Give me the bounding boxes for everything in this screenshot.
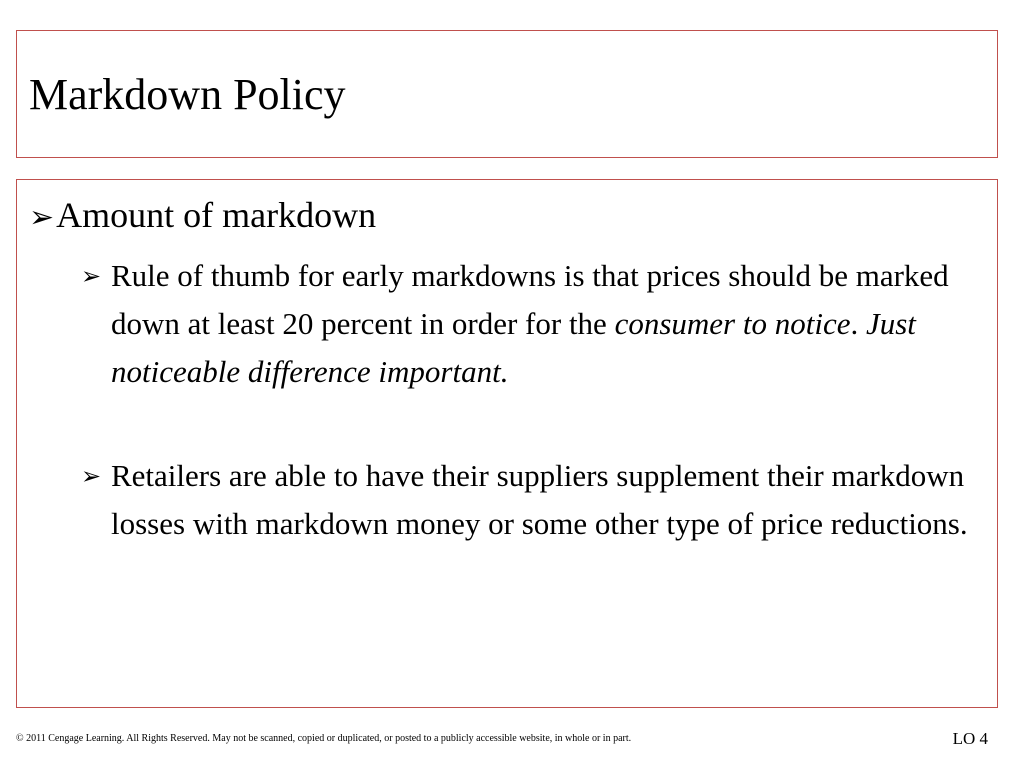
bullet-level2-retailers xyxy=(81,452,991,548)
text-segment: Rule of thumb for early markdowns is that prices should be marked down at least 20 percent in order for the xyxy=(111,258,949,341)
bullet-level1-text: Amount of markdown xyxy=(56,195,377,235)
bullet-level2-text: Retailers are able to have their suppliers supplement their markdown losses with markdown money or some other type of price reductions. xyxy=(111,458,968,541)
slide-title: Markdown Policy xyxy=(29,70,346,119)
bullet-level2-rule-of-thumb xyxy=(81,252,991,396)
content-frame xyxy=(16,179,998,708)
copyright-footer: © 2011 Cengage Learning. All Rights Reserved. May not be scanned, copied or duplicated, or posted to a publicly accessible website, in whole or in part. xyxy=(16,733,632,744)
text-segment: . xyxy=(850,306,866,341)
arrow-bullet-icon: ➢ xyxy=(81,262,102,290)
bullet-level1-amount-of-markdown xyxy=(29,194,376,239)
italic-text-segment: Just noticeable difference important. xyxy=(111,306,916,389)
italic-text-segment: consumer to notice xyxy=(614,306,851,341)
learning-objective-label: LO 4 xyxy=(952,729,988,748)
title-frame xyxy=(16,30,998,158)
arrow-bullet-icon: ➢ xyxy=(29,200,55,235)
bullet-level2-text xyxy=(111,252,991,396)
arrow-bullet-icon: ➢ xyxy=(81,462,102,490)
